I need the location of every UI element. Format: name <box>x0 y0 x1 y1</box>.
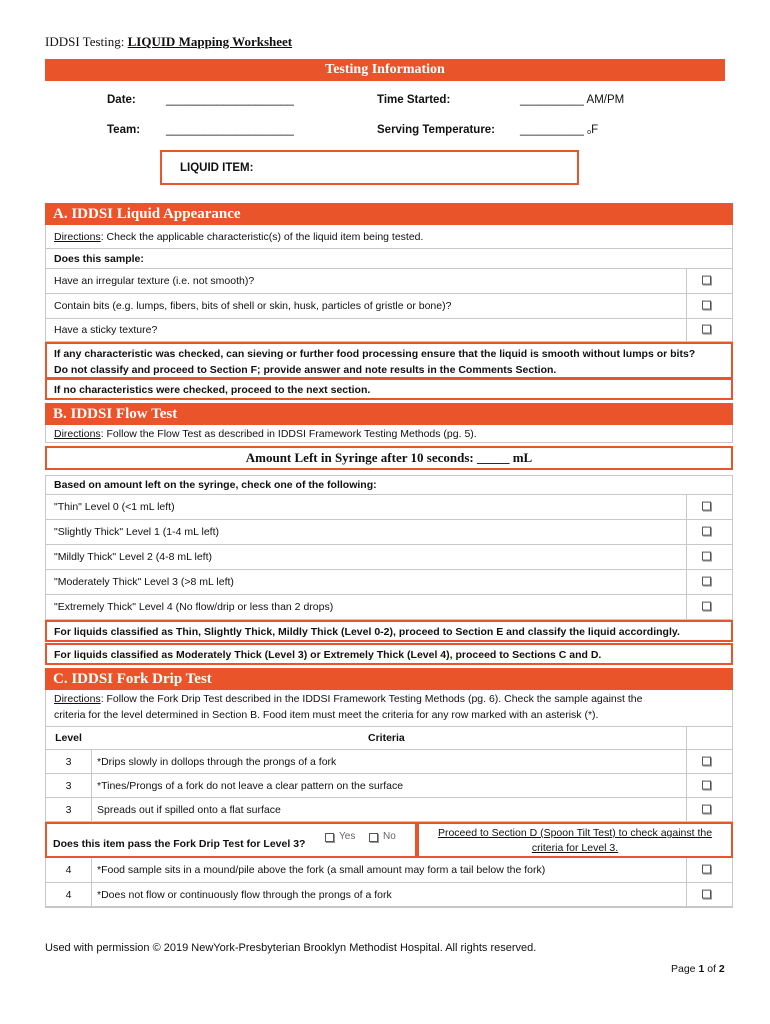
directions-line-2: criteria for the level determined in Section B. Food item must meet the criteria for any row marked with an asterisk (*). <box>54 709 599 721</box>
document-title <box>45 34 292 50</box>
section-b-question-text: Based on amount left on the syringe, check one of the following: <box>54 479 377 491</box>
item-label: "Thin" Level 0 (<1 mL left) <box>54 501 175 513</box>
section-a-item-bits <box>45 294 733 319</box>
temperature-unit: F <box>591 124 599 136</box>
sticky-texture-checkbox[interactable] <box>702 325 711 334</box>
mound-above-fork-checkbox[interactable] <box>702 865 711 874</box>
item-label: "Moderately Thick" Level 3 (>8 mL left) <box>54 576 234 588</box>
section-a-question <box>45 249 733 269</box>
level-cell: 4 <box>65 888 72 901</box>
liquid-item-label: LIQUID ITEM: <box>180 162 254 174</box>
criteria-cell: *Food sample sits in a mound/pile above the fork (a small amount may form a tail below the fork) <box>97 864 546 876</box>
level-cell: 3 <box>65 803 72 816</box>
flow-level-4-row <box>45 595 733 620</box>
section-b-title: B. IDDSI Flow Test <box>53 406 178 422</box>
note-text: For liquids classified as Moderately Thick (Level 3) or Extremely Thick (Level 4), proceed to Sections C and D. <box>54 649 602 661</box>
no-label: No <box>383 831 396 842</box>
slightly-thick-level-1-checkbox[interactable] <box>702 527 711 536</box>
pass-yes-checkbox[interactable] <box>325 833 334 842</box>
section-b-note-levels-3-4 <box>45 643 733 665</box>
proceed-line-2: criteria for Level 3. <box>531 842 619 854</box>
criteria-column-header: Criteria <box>368 732 405 744</box>
extremely-thick-level-4-checkbox[interactable] <box>702 602 711 611</box>
title-prefix: IDDSI Testing: <box>45 34 128 49</box>
directions-line-1: : Follow the Fork Drip Test described in the IDDSI Framework Testing Methods (pg. 6). Check the sample against the <box>100 693 643 705</box>
section-a-item-irregular <box>45 269 733 294</box>
time-started-field[interactable]: __________ AM/PM <box>520 94 625 106</box>
note-line-1: If any characteristic was checked, can sieving or further food processing ensure that the liquid is smooth without lumps or bits? <box>54 348 696 360</box>
section-a-directions <box>45 225 733 249</box>
flow-level-1-row <box>45 520 733 545</box>
section-a-note-proceed <box>45 378 733 400</box>
section-a-title: A. IDDSI Liquid Appearance <box>53 206 241 222</box>
contains-bits-checkbox[interactable] <box>702 301 711 310</box>
section-b-note-levels-0-2 <box>45 620 733 642</box>
directions-label: Directions <box>54 427 101 440</box>
criteria-cell: *Does not flow or continuously flow through the prongs of a fork <box>97 888 392 901</box>
item-label: Contain bits (e.g. lumps, fibers, bits of shell or skin, husk, particles of gristle or bone)? <box>54 300 452 312</box>
degree-sign: o <box>587 129 592 136</box>
criteria-cell: Spreads out if spilled onto a flat surface <box>97 803 281 816</box>
fork-test-row <box>45 750 733 774</box>
section-a-question-text: Does this sample: <box>54 252 144 265</box>
date-field[interactable]: ____________________ <box>166 94 294 106</box>
proceed-section-d-box <box>417 822 733 858</box>
pass-question-text: Does this item pass the Fork Drip Test for Level 3? <box>53 838 306 850</box>
yes-label: Yes <box>339 831 356 842</box>
serving-temperature-field[interactable] <box>520 124 598 136</box>
directions-text: : Follow the Flow Test as described in IDDSI Framework Testing Methods (pg. 5). <box>100 427 477 440</box>
page-current: 1 <box>698 963 705 975</box>
level-cell: 4 <box>65 864 72 876</box>
section-a-header <box>45 203 733 225</box>
level-cell: 3 <box>65 779 72 792</box>
fork-pass-question-box <box>45 822 417 858</box>
section-b-header <box>45 403 733 425</box>
permission-footer: Used with permission © 2019 NewYork-Presbyterian Brooklyn Methodist Hospital. All rights reserved. <box>45 942 537 954</box>
note-text: For liquids classified as Thin, Slightly Thick, Mildly Thick (Level 0-2), proceed to Section E and classify the liquid accordingly. <box>54 626 680 638</box>
item-label: "Mildly Thick" Level 2 (4-8 mL left) <box>54 551 213 563</box>
does-not-flow-checkbox[interactable] <box>702 889 711 898</box>
fork-test-row <box>45 798 733 822</box>
fork-test-row <box>45 774 733 798</box>
item-label: "Slightly Thick" Level 1 (1-4 mL left) <box>54 526 220 538</box>
flow-level-2-row <box>45 545 733 570</box>
fork-test-row <box>45 883 733 908</box>
serving-temperature-label: Serving Temperature: <box>377 124 496 136</box>
section-a-note-sieving <box>45 342 733 379</box>
section-a-item-sticky <box>45 319 733 342</box>
item-label: Have an irregular texture (i.e. not smooth)? <box>54 275 255 287</box>
testing-info-title: Testing Information <box>325 62 445 77</box>
section-b-directions <box>45 425 733 443</box>
page-number <box>671 963 725 975</box>
syringe-amount-label: Amount Left in Syringe after 10 seconds: _____ mL <box>245 450 533 465</box>
criteria-cell: *Tines/Prongs of a fork do not leave a clear pattern on the surface <box>97 779 404 792</box>
directions-label: Directions <box>54 230 101 243</box>
drips-in-dollops-checkbox[interactable] <box>702 756 711 765</box>
section-c-title: C. IDDSI Fork Drip Test <box>53 671 212 687</box>
level-column-header: Level <box>55 732 82 744</box>
moderately-thick-level-3-checkbox[interactable] <box>702 577 711 586</box>
irregular-texture-checkbox[interactable] <box>702 276 711 285</box>
mildly-thick-level-2-checkbox[interactable] <box>702 552 711 561</box>
level-cell: 3 <box>65 755 72 768</box>
note-line-2: Do not classify and proceed to Section F; provide answer and note results in the Comments Section. <box>54 364 557 376</box>
spreads-out-checkbox[interactable] <box>702 804 711 813</box>
section-b-question <box>45 475 733 495</box>
syringe-amount-box[interactable] <box>45 446 733 470</box>
liquid-item-box[interactable] <box>160 150 579 185</box>
testing-info-header <box>45 59 725 81</box>
item-label: "Extremely Thick" Level 4 (No flow/drip or less than 2 drops) <box>54 601 334 613</box>
title-main: LIQUID Mapping Worksheet <box>127 34 293 49</box>
no-clear-pattern-checkbox[interactable] <box>702 780 711 789</box>
pass-no-checkbox[interactable] <box>369 833 378 842</box>
flow-level-3-row <box>45 570 733 595</box>
date-label: Date: <box>107 94 136 106</box>
proceed-line-1: Proceed to Section D (Spoon Tilt Test) to check against the <box>437 827 713 839</box>
fork-test-table-header <box>45 727 733 750</box>
directions-label: Directions <box>54 693 101 705</box>
time-started-label: Time Started: <box>377 94 451 106</box>
flow-level-0-row <box>45 495 733 520</box>
section-c-directions <box>45 690 733 727</box>
note-text: If no characteristics were checked, proceed to the next section. <box>54 384 371 396</box>
page-total: 2 <box>718 963 725 975</box>
criteria-cell: *Drips slowly in dollops through the prongs of a fork <box>97 755 337 768</box>
team-label: Team: <box>107 124 141 136</box>
directions-text: : Check the applicable characteristic(s) of the liquid item being tested. <box>100 230 424 243</box>
item-label: Have a sticky texture? <box>54 324 158 336</box>
fork-test-row <box>45 858 733 883</box>
page-of: of <box>704 963 719 975</box>
thin-level-0-checkbox[interactable] <box>702 502 711 511</box>
section-c-header <box>45 668 733 690</box>
temperature-blank: __________ <box>520 124 588 136</box>
page-prefix: Page <box>671 963 699 975</box>
team-field[interactable]: ____________________ <box>166 124 294 136</box>
